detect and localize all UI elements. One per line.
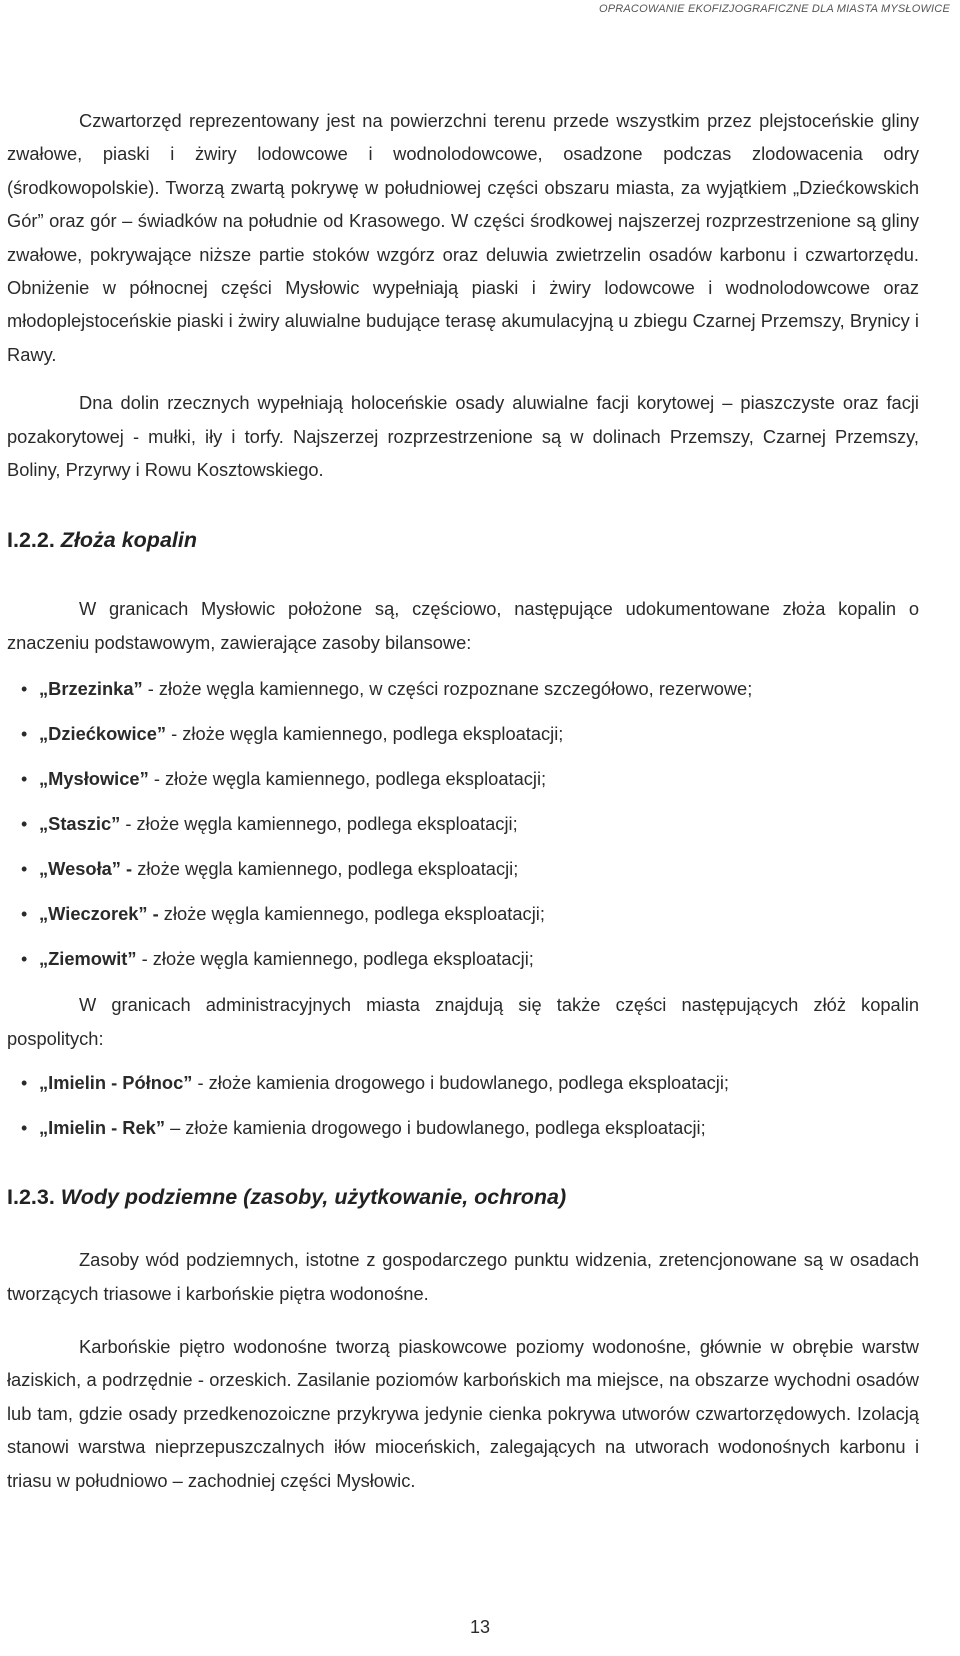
bullet-icon: • [21, 814, 28, 835]
list-item [7, 763, 919, 808]
section-number: I.2.2. [7, 528, 55, 553]
section-title: Złoża kopalin [60, 528, 197, 553]
paragraph-groundwater-resources: Zasoby wód podziemnych, istotne z gospodarczego punktu widzenia, zretencjonowane są w osadach tworzących triasowe i karbońskie piętra wodonośne. [7, 1249, 919, 1304]
deposit-name: „Staszic” [39, 813, 121, 835]
paragraph-valleys: Dna dolin rzecznych wypełniają holoceńskie osady aluwialne facji korytowej – piaszczyste oraz facji pozakorytowej - mułki, iły i torfy. Najszerzej rozprzestrzenione są w dolinach Przemszy, Czarnej Przemszy, Boliny, Przyrwy i Rowu Kosztowskiego. [7, 392, 919, 481]
bullet-icon: • [21, 724, 28, 745]
section-heading-deposits [7, 520, 919, 560]
deposit-desc: - złoże kamienia drogowego i budowlanego, podlega eksploatacji; [192, 1072, 729, 1094]
paragraph-carboniferous-aquifer: Karbońskie piętro wodonośne tworzą piaskowcowe poziomy wodonośne, głównie w obrębie warstw łaziskich, a podrzędnie - orzeskich. Zasilanie poziomów karbońskich ma miejsce, na obszarze wychodni osadów lub tam, gdzie osady przedkenozoiczne przykrywa jedynie cienka pokrywa utworów czwartorzędowych. Izolacją stanowi warstwa nieprzepuszczalnych iłów mioceńskich, zalegających na utworach wodonośnych karbonu i triasu w południowo – zachodniej części Mysłowic. [7, 1335, 919, 1491]
deposit-desc: - złoże węgla kamiennego, podlega eksploatacji; [166, 723, 564, 745]
paragraph-quaternary: Czwartorzęd reprezentowany jest na powierzchni terenu przede wszystkim przez plejstoceńskie gliny zwałowe, piaski i żwiry lodowcowe i wodnolodowcowe, osadzone podczas zlodowacenia odry (środkowopolskie). Tworzą zwartą pokrywę w południowej części obszaru miasta, za wyjątkiem „Dziećkowskich Gór” oraz gór – świadków na południe od Krasowego. W części środkowej najszerzej rozprzestrzenione są gliny zwałowe, pokrywające niższe partie stoków wzgórz oraz deluwia zwietrzelin osadów karbonu i czwartorzędu. Obniżenie w północnej części Mysłowic wypełniają piaski i żwiry lodowcowe i wodnolodowcowe oraz młodoplejstoceńskie piaski i żwiry aluwialne budujące terasę akumulacyjną u zbiegu Czarnej Przemszy, Brynicy i Rawy. [7, 110, 919, 365]
bullet-icon: • [21, 769, 28, 790]
list-item [7, 1067, 919, 1112]
list-item [7, 808, 919, 853]
section-number: I.2.3. [7, 1185, 55, 1210]
list-item [7, 718, 919, 763]
list-item [7, 853, 919, 898]
list-item [7, 943, 919, 988]
deposit-name: „Dziećkowice” [39, 723, 167, 745]
bullet-icon: • [21, 949, 28, 970]
deposit-name: „Imielin - Północ” [39, 1072, 193, 1094]
deposit-name: „Brzezinka” [39, 678, 143, 700]
section-title: Wody podziemne (zasoby, użytkowanie, ochrona) [60, 1185, 567, 1210]
page-body [7, 104, 919, 1497]
deposit-name: „Mysłowice” [39, 768, 149, 790]
bullet-icon: • [21, 679, 28, 700]
section-heading-groundwater [7, 1177, 919, 1217]
deposit-desc: - złoże węgla kamiennego, w części rozpoznane szczegółowo, rezerwowe; [142, 678, 753, 700]
list-item [7, 1112, 919, 1157]
deposit-list [7, 673, 919, 988]
bullet-icon: • [21, 904, 28, 925]
bullet-icon: • [21, 859, 28, 880]
paragraph-common-minerals-intro: W granicach administracyjnych miasta znajdują się także części następujących złóż kopalin pospolitych: [7, 994, 919, 1049]
deposit-desc: złoże węgla kamiennego, podlega eksploatacji; [158, 903, 545, 925]
deposit-desc: złoże węgla kamiennego, podlega eksploatacji; [132, 858, 519, 880]
deposit-desc: - złoże węgla kamiennego, podlega eksploatacji; [120, 813, 518, 835]
running-header: OPRACOWANIE EKOFIZJOGRAFICZNE DLA MIASTA MYSŁOWICE [598, 3, 950, 15]
deposit-list-common [7, 1067, 919, 1157]
deposit-name: „Imielin - Rek” [39, 1117, 165, 1139]
bullet-icon: • [21, 1118, 28, 1139]
deposit-name: „Wieczorek” - [39, 903, 159, 925]
paragraph-deposits-intro: W granicach Mysłowic położone są, częściowo, następujące udokumentowane złoża kopalin o znaczeniu podstawowym, zawierające zasoby bilansowe: [7, 598, 919, 653]
deposit-name: „Ziemowit” [39, 948, 137, 970]
bullet-icon: • [21, 1073, 28, 1094]
deposit-name: „Wesoła” - [39, 858, 133, 880]
list-item [7, 673, 919, 718]
deposit-desc: - złoże węgla kamiennego, podlega eksploatacji; [148, 768, 547, 790]
list-item [7, 898, 919, 943]
deposit-desc: – złoże kamienia drogowego i budowlanego, podlega eksploatacji; [164, 1117, 706, 1139]
page-number: 13 [469, 1617, 491, 1637]
deposit-desc: - złoże węgla kamiennego, podlega eksploatacji; [136, 948, 534, 970]
